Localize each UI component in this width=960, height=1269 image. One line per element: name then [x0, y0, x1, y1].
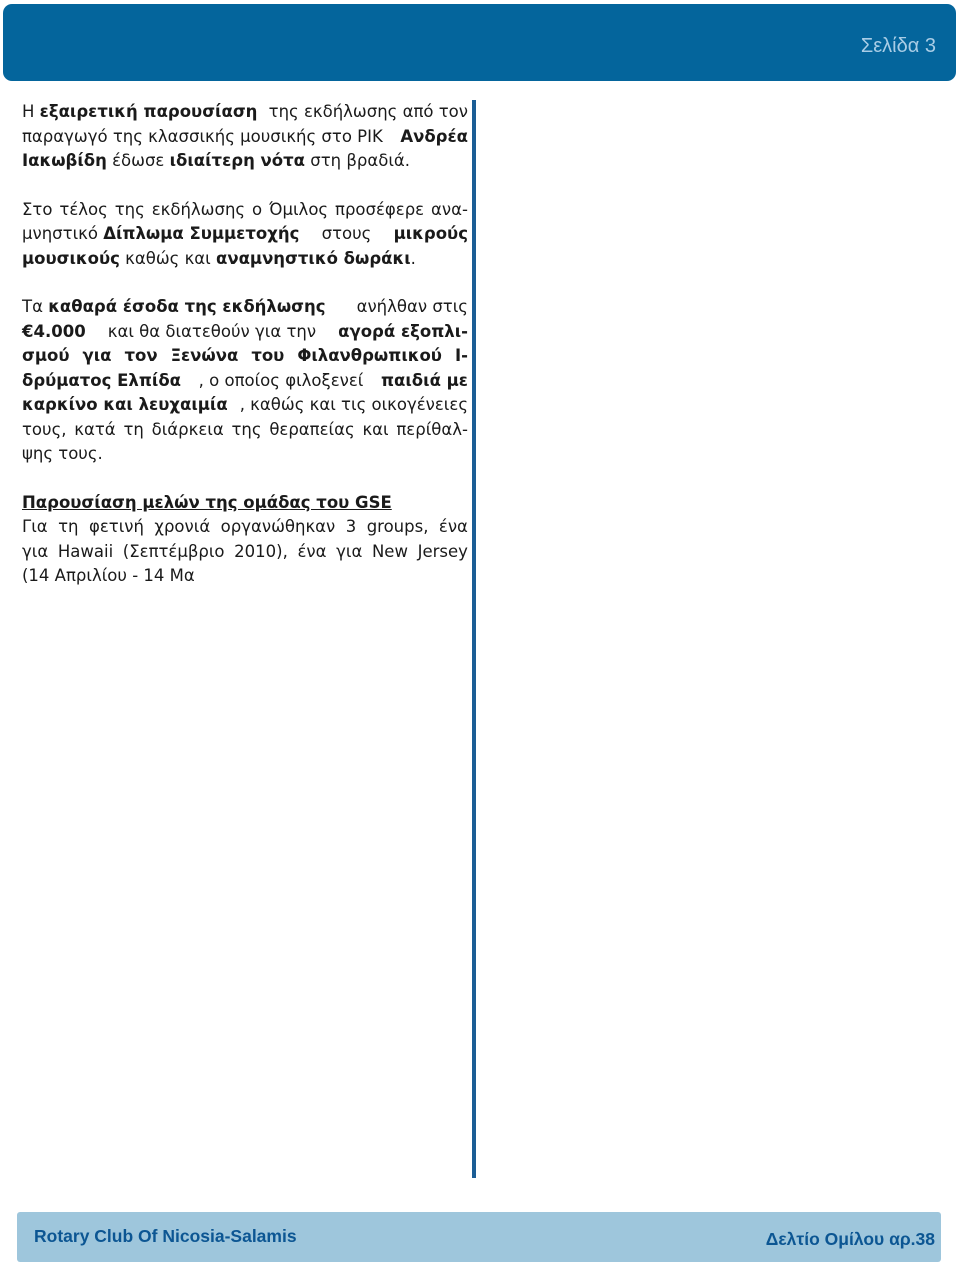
- footer-bulletin-number: Δελτίο Ομίλου αρ.38: [765, 1229, 935, 1249]
- word: Hawaii: [57, 541, 114, 561]
- paragraph-gse: [22, 515, 468, 589]
- word: Ι-: [454, 346, 468, 365]
- text-line: [22, 540, 468, 565]
- article-column: [22, 100, 468, 589]
- word: groups,: [366, 517, 429, 536]
- word: τέλος: [59, 199, 108, 219]
- text-line: δρύματος Ελπίδα , ο οποίος φιλοξενεί παιδιά με: [22, 369, 468, 394]
- word: τον: [124, 346, 158, 365]
- emphasis: ιδιαίτερη νότα: [169, 151, 305, 170]
- page-number: Σελίδα 3: [860, 35, 936, 57]
- emphasis: μουσικούς: [22, 248, 120, 268]
- word: για: [22, 541, 49, 561]
- text-line: €4.000 και θα διατεθούν για την αγορά εξοπλι-: [22, 320, 468, 345]
- text-line: μνηστικό Δίπλωμα Συμμετοχής στους μικρούς: [22, 222, 468, 247]
- word: σμού: [22, 346, 70, 365]
- word: κατά: [74, 419, 116, 439]
- emphasis: εξαιρετική παρουσίαση: [39, 102, 258, 121]
- footer-club-name: Rotary Club Of Nicosia-Salamis: [34, 1226, 297, 1246]
- emphasis: αναμνηστικό δωράκι: [216, 248, 411, 268]
- word: ο: [252, 199, 263, 219]
- word: θεραπείας: [269, 419, 355, 439]
- emphasis: αγορά εξοπλι-: [338, 321, 468, 341]
- emphasis: Δίπλωμα Συμμετοχής: [103, 224, 300, 243]
- section-heading: Παρουσίαση μελών της ομάδας του GSE: [22, 492, 392, 512]
- paragraph-diploma: [22, 198, 468, 272]
- emphasis: €4.000: [22, 321, 86, 341]
- text-line: ψης τους.: [22, 444, 103, 463]
- text-line: Τα καθαρά έσοδα της εκδήλωσης ανήλθαν στις: [22, 297, 468, 316]
- emphasis: μικρούς: [393, 224, 468, 243]
- emphasis: παιδιά με: [380, 370, 468, 390]
- word: Ξενώνα: [170, 346, 239, 365]
- text-line: (14 Απριλίου - 14 Μα: [22, 566, 195, 585]
- text-line: μουσικούς καθώς και αναμνηστικό δωράκι.: [22, 248, 416, 268]
- word: για: [82, 346, 112, 365]
- text-line: Ιακωβίδη έδωσε ιδιαίτερη νότα στη βραδιά.: [22, 151, 411, 170]
- header-bar: [3, 4, 956, 81]
- column-divider: [472, 100, 476, 1178]
- text-line: καρκίνο και λευχαιμία , καθώς και τις οικογένειες: [22, 393, 468, 418]
- emphasis: [22, 344, 468, 369]
- word: χρονιά: [154, 517, 211, 536]
- text-line: [22, 515, 468, 540]
- emphasis: δρύματος Ελπίδα: [22, 370, 182, 390]
- footer-bar: [17, 1212, 941, 1262]
- word: φετινή: [88, 517, 144, 536]
- paragraph-proceeds: [22, 295, 468, 467]
- word: εκδήλωσης: [151, 199, 246, 219]
- word: ένα: [297, 541, 327, 561]
- word: τους,: [22, 419, 67, 439]
- emphasis: Ανδρέα: [400, 126, 468, 146]
- emphasis: Ιακωβίδη: [22, 151, 107, 170]
- word: 3: [345, 517, 357, 536]
- word: ένα: [438, 517, 468, 536]
- paragraph-performance: [22, 100, 468, 174]
- word: Όμιλος: [269, 199, 329, 219]
- word: της: [114, 199, 145, 219]
- word: 2010),: [234, 541, 288, 561]
- word: Στο: [22, 199, 53, 219]
- word: οργανώθηκαν: [220, 517, 336, 536]
- text-line: [22, 344, 468, 369]
- word: προσέφερε: [335, 199, 425, 219]
- word: της: [231, 419, 262, 439]
- word: και: [362, 419, 389, 439]
- word: για: [336, 541, 363, 561]
- word: (Σεπτέμβριο: [122, 541, 225, 561]
- word: περίθαλ-: [396, 419, 468, 439]
- word: τη: [123, 419, 144, 439]
- text-line: [22, 198, 468, 223]
- word: διάρκεια: [151, 419, 224, 439]
- text-line: παραγωγό της κλασσικής μουσικής στο ΡΙΚ Ανδρέα: [22, 125, 468, 150]
- word: New: [371, 541, 408, 561]
- word: Για: [22, 517, 48, 536]
- word: του: [251, 346, 285, 365]
- word: τη: [58, 517, 79, 536]
- word: ανα-: [431, 199, 468, 219]
- word: Jersey: [417, 541, 468, 561]
- text-line: [22, 418, 468, 443]
- emphasis: καρκίνο και λευχαιμία: [22, 395, 228, 414]
- text-line: Η εξαιρετική παρουσίαση της εκδήλωσης από τον: [22, 102, 468, 121]
- word: Φιλανθρωπικού: [297, 346, 442, 365]
- emphasis: καθαρά έσοδα της εκδήλωσης: [48, 297, 326, 316]
